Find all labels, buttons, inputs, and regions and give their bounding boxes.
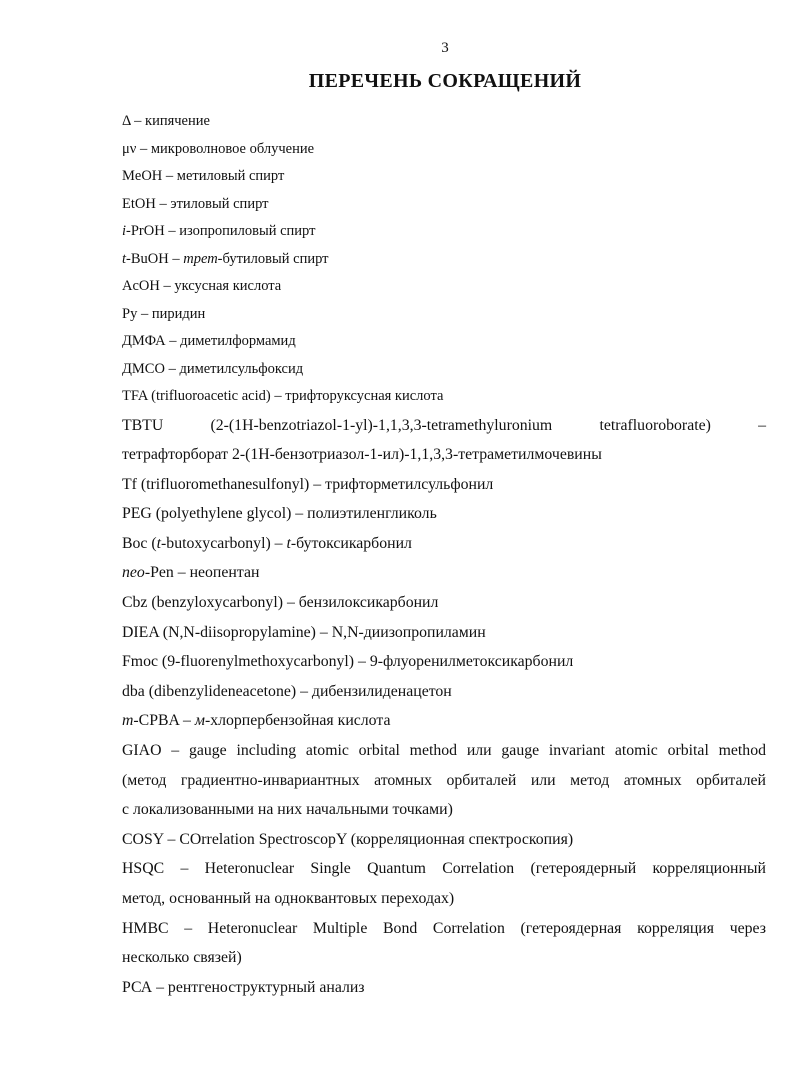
entry-line: GIAO – gauge including atomic orbital method или gauge invariant atomic orbital method: [122, 742, 766, 760]
entry-text: – трифторуксусная кислота: [270, 388, 444, 404]
page-title: ПЕРЕЧЕНЬ СОКРАЩЕНИЙ: [308, 70, 582, 92]
entry-line: [122, 108, 766, 136]
entry-text: – микроволновое облучение: [136, 140, 315, 157]
entry-line: [122, 825, 766, 855]
abbreviation-entry-tfa: [122, 383, 766, 411]
entry-text: РСА – рентгеноструктурный анализ: [122, 978, 365, 996]
entry-text: – бензилоксикарбонил: [283, 594, 439, 612]
entry-line: [122, 588, 766, 618]
entry-text: – пиридин: [137, 305, 206, 322]
entry-line: [122, 499, 766, 529]
entry-word: tetrafluoroborate): [599, 416, 711, 434]
entry-text: TFA (trifluoroacetic acid): [122, 388, 271, 404]
entry-line: [122, 411, 766, 441]
entry-text: – полиэтиленгликоль: [291, 505, 437, 523]
abbreviation-entry-fmoc: [122, 647, 766, 677]
entry-text: – метиловый спирт: [162, 168, 285, 184]
entry-text: – 9-флуоренилметоксикарбонил: [354, 653, 574, 671]
abbreviation-entry-py: [122, 301, 766, 329]
entry-line: [122, 356, 766, 384]
abbreviation-entry-giao: [122, 736, 766, 825]
entry-text: neo: [122, 564, 145, 582]
entry-text: i: [122, 223, 127, 239]
entry-line: [122, 383, 766, 411]
entry-text: – уксусная кислота: [159, 278, 282, 294]
entry-line: HMBC – Heteronuclear Multiple Bond Correlation (гетероядерная корреляция через: [122, 919, 766, 937]
entry-text: – диметилсульфоксид: [164, 360, 304, 377]
abbreviation-entry-hsqc: [122, 854, 766, 913]
abbreviation-entry-boc: [122, 529, 766, 559]
entry-word: (2-(1H-benzotriazol-1-yl)-1,1,3,3-tetramethyluronium: [210, 416, 553, 434]
entry-text: – N,N-диизопропиламин: [315, 623, 486, 641]
entry-line: несколько связей): [122, 949, 242, 967]
entry-text: – кипячение: [130, 113, 210, 129]
entry-text: t: [122, 250, 127, 267]
entry-text: м: [194, 712, 205, 730]
entry-text: Boc (: [122, 534, 157, 552]
entry-line: [122, 191, 766, 219]
entry-line: [122, 218, 766, 246]
entry-text: -хлорпербензойная кислота: [204, 712, 391, 730]
entry-text: -бутоксикарбонил: [290, 534, 412, 552]
abbreviation-entry-cbz: [122, 588, 766, 618]
abbreviation-entry-meoh: [122, 163, 766, 191]
entry-text: – этиловый спирт: [155, 195, 269, 212]
entry-line: [122, 706, 766, 736]
abbreviation-entry-cosy: [122, 825, 766, 855]
entry-text: -бутиловый спирт: [217, 250, 329, 267]
entry-text: тетрафторборат 2-(1H-бензотриазол-1-ил)-1,1,3,3-тетраметилмочевины: [122, 446, 602, 464]
entry-line: [122, 973, 766, 1003]
entry-text: m: [122, 712, 134, 730]
entry-line: [122, 440, 766, 470]
entry-text: -butoxycarbonyl) –: [161, 534, 287, 552]
entry-line: [122, 136, 766, 164]
entry-line: [122, 301, 766, 329]
abbreviation-entry-rsa: [122, 973, 766, 1003]
abbreviation-entry-neo-pen: [122, 558, 766, 588]
entry-text: dba (dibenzylideneacetone): [122, 682, 297, 700]
entry-text: Δ: [122, 113, 131, 129]
page-number: 3: [441, 40, 449, 56]
entry-text: -BuOH –: [126, 250, 184, 267]
entry-line: HSQC – Heteronuclear Single Quantum Correlation (гетероядерный корреляционный: [122, 860, 766, 878]
entry-line: [122, 246, 766, 274]
entry-line: [122, 618, 766, 648]
entry-text: EtOH: [122, 195, 156, 212]
entry-text: -PrOH – изопропиловый спирт: [126, 223, 316, 239]
abbreviation-entry-dba: [122, 677, 766, 707]
abbreviation-entry-peg: [122, 499, 766, 529]
entry-text: t: [156, 534, 162, 552]
entry-line: с локализованными на них начальными точками): [122, 801, 453, 819]
abbreviation-entry-mu-nu: [122, 136, 766, 164]
abbreviation-entry-t-buoh: [122, 246, 766, 274]
entry-text: – дибензилиденацетон: [296, 682, 452, 700]
abbreviation-entry-etoh: [122, 191, 766, 219]
abbreviation-entry-hmbc: [122, 914, 766, 973]
entry-text: трет: [183, 250, 218, 267]
entry-line: (метод градиентно-инвариантных атомных орбиталей или метод атомных орбиталей: [122, 771, 766, 789]
entry-text: DIEA (N,N-diisopropylamine): [122, 623, 316, 641]
entry-line: [122, 529, 766, 559]
entry-line: [122, 558, 766, 588]
entry-line: [122, 328, 766, 356]
entry-text: AcOH: [122, 278, 160, 294]
abbreviation-entry-diea: [122, 618, 766, 648]
entry-text: -CPBA –: [133, 712, 195, 730]
entry-line: [122, 647, 766, 677]
abbreviation-entry-acoh: [122, 273, 766, 301]
entry-line: [122, 163, 766, 191]
entry-text: Py: [122, 305, 138, 322]
abbreviation-entry-dmfa: [122, 328, 766, 356]
entry-text: ДМСО: [122, 360, 165, 377]
entry-line: метод, основанный на одноквантовых переходах): [122, 890, 455, 907]
entry-text: ДМФА: [122, 333, 166, 349]
entry-line: [122, 273, 766, 301]
entry-text: MeOH: [122, 168, 163, 184]
entry-word: –: [758, 416, 767, 434]
entry-line: [122, 677, 766, 707]
abbreviation-entry-m-cpba: [122, 706, 766, 736]
entry-word: TBTU: [122, 416, 164, 434]
entry-text: Cbz (benzyloxycarbonyl): [122, 594, 283, 612]
entry-line: [122, 470, 766, 500]
entry-text: -Pen – неопентан: [144, 564, 260, 582]
entry-text: PEG (polyethylene glycol): [122, 505, 292, 523]
abbreviation-entry-tbtu: [122, 411, 766, 470]
entry-text: t: [286, 534, 291, 552]
entry-text: μν: [122, 140, 137, 157]
abbreviation-entry-i-proh: [122, 218, 766, 246]
entry-text: COSY – COrrelation SpectroscopY (корреляционная спектроскопия): [122, 830, 574, 848]
abbreviation-entry-tf: [122, 470, 766, 500]
abbreviation-list: [122, 108, 766, 1002]
abbreviation-entry-dmso: [122, 356, 766, 384]
entry-text: – диметилформамид: [165, 333, 296, 349]
entry-text: Tf (trifluoromethanesulfonyl): [122, 475, 310, 493]
entry-text: – трифторметилсульфонил: [309, 475, 494, 493]
entry-text: Fmoc (9-fluorenylmethoxycarbonyl): [122, 653, 355, 671]
abbreviation-entry-delta: [122, 108, 766, 136]
